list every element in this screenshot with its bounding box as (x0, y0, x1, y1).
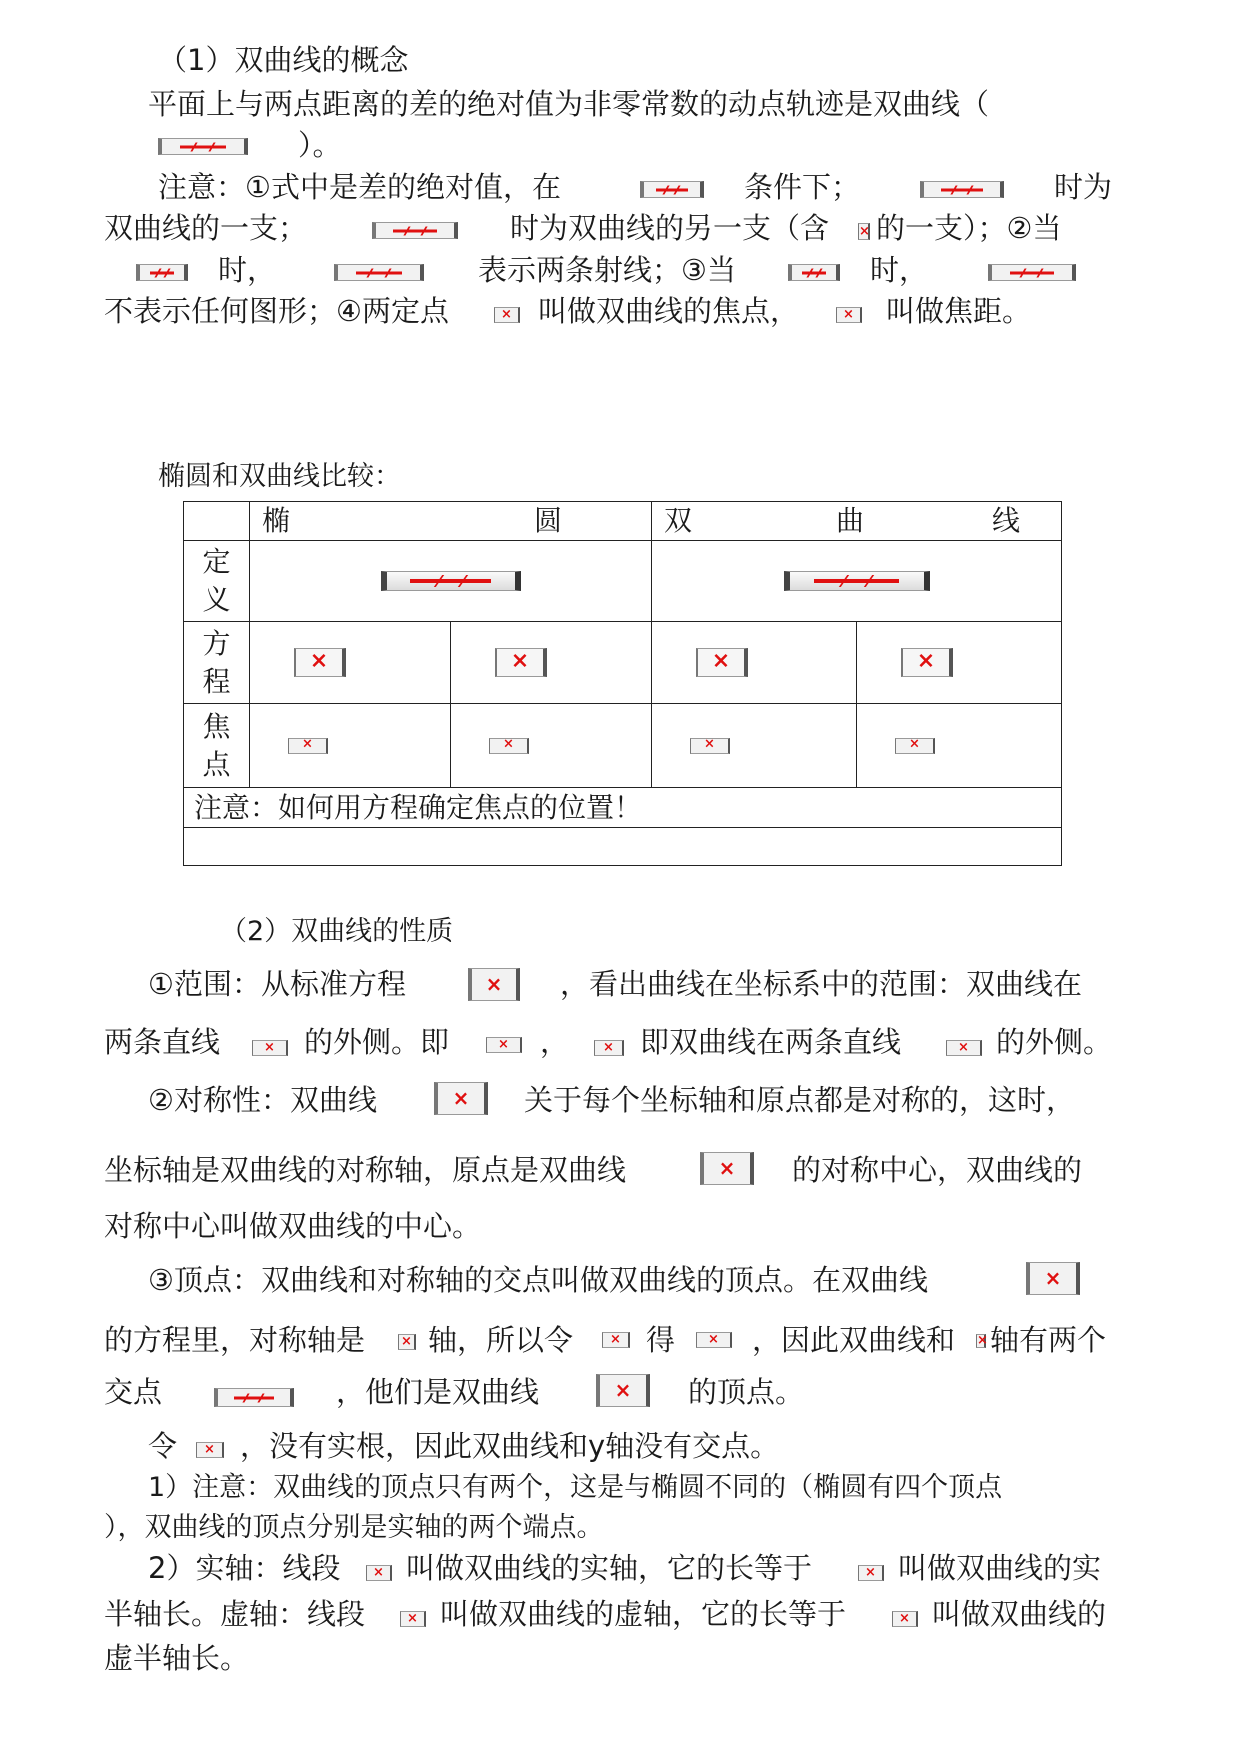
note2-text: 叫做双曲线的 (932, 1597, 1107, 1631)
note-text: 叫做焦距。 (886, 294, 1032, 328)
symmetry-text: 的对称中心，双曲线的 (792, 1153, 1083, 1187)
formula-image (690, 738, 730, 754)
formula-image (946, 1040, 982, 1056)
note-text: 表示两条射线；③当 (478, 253, 736, 287)
formula-image (381, 571, 521, 591)
header-hyperbola: 双 曲 线 (652, 502, 1062, 541)
vertex-text: 得 (646, 1323, 676, 1357)
note2-text: 叫做双曲线的实轴，它的长等于 (406, 1551, 813, 1585)
vertex-text: 的顶点。 (688, 1375, 805, 1409)
formula-image (594, 1040, 624, 1056)
definition-text: 平面上与两点距离的差的绝对值为非零常数的动点轨迹是双曲线（ (148, 87, 990, 121)
table-row-empty (184, 828, 1062, 866)
row-label-equation: 方 程 (184, 622, 250, 704)
row-label-focus: 焦 点 (184, 704, 250, 788)
vertex-text: ，他们是双曲线 (336, 1375, 540, 1409)
formula-image (196, 1442, 224, 1458)
formula-image (696, 1332, 732, 1348)
note2-text: 半轴长。虚轴：线段 (104, 1597, 366, 1631)
definition-text-end: ）。 (298, 128, 342, 162)
formula-image (494, 307, 520, 323)
formula-image (858, 1565, 884, 1581)
formula-image (895, 738, 935, 754)
formula-image (788, 264, 840, 281)
range-text: 两条直线 (104, 1025, 221, 1059)
formula-image (976, 1334, 986, 1348)
range-text: 的外侧。即 (304, 1025, 450, 1059)
formula-image (988, 264, 1076, 281)
formula-image (400, 1611, 426, 1627)
range-text: ， (540, 1025, 570, 1059)
note2-text: 虚半轴长。 (104, 1641, 250, 1675)
formula-image (836, 307, 862, 323)
formula-image (486, 1037, 522, 1053)
vertex-text: 轴有两个 (990, 1323, 1107, 1357)
formula-image (468, 968, 520, 1001)
symmetry-text: 坐标轴是双曲线的对称轴，原点是双曲线 (104, 1153, 627, 1187)
range-text: ①范围：从标准方程 (148, 967, 406, 1001)
formula-image (136, 264, 188, 281)
note-text: 叫做双曲线的焦点， (538, 294, 800, 328)
formula-image (700, 1152, 754, 1185)
compare-heading: 椭圆和双曲线比较： (158, 461, 401, 492)
formula-image (1026, 1262, 1080, 1295)
formula-image (596, 1374, 650, 1407)
formula-image (288, 738, 328, 754)
formula-image (858, 223, 870, 240)
note-text: 注意：①式中是差的绝对值，在 (158, 170, 561, 204)
note2-text: 叫做双曲线的虚轴，它的长等于 (440, 1597, 847, 1631)
table-row-note (184, 788, 1062, 828)
table-row-equation (184, 622, 1062, 704)
formula-image (158, 138, 248, 155)
vertex-text: 轴，所以令 (428, 1323, 574, 1357)
table-row-definition (184, 541, 1062, 622)
note-text: 时， (870, 253, 929, 287)
range-text: ，看出曲线在坐标系中的范围：双曲线在 (560, 967, 1083, 1001)
formula-image (892, 1611, 918, 1627)
note-text: 双曲线的一支； (104, 211, 308, 245)
section1-title: （1）双曲线的概念 (158, 43, 409, 77)
note2-text: 2）实轴：线段 (148, 1551, 341, 1585)
note-text: 不表示任何图形；④两定点 (104, 294, 449, 328)
formula-image (434, 1082, 488, 1115)
no-root-text: ，没有实根，因此双曲线和y轴没有交点。 (240, 1429, 780, 1463)
vertex-text: ，因此双曲线和 (752, 1323, 956, 1357)
section2-title: （2）双曲线的性质 (220, 916, 454, 947)
table-note: 注意：如何用方程确定焦点的位置！ (184, 788, 1062, 828)
formula-image (640, 181, 704, 198)
vertex-text: 的方程里，对称轴是 (104, 1323, 366, 1357)
symmetry-text: 关于每个坐标轴和原点都是对称的，这时， (524, 1083, 1076, 1117)
table-row-focus (184, 704, 1062, 788)
note-text: 的一支）；②当 (876, 211, 1062, 245)
formula-image (602, 1332, 630, 1348)
row-label-definition: 定 义 (184, 541, 250, 622)
note-text: 时， (218, 253, 277, 287)
range-text: 即双曲线在两条直线 (640, 1025, 902, 1059)
formula-image (784, 571, 930, 591)
vertex-text: ③顶点：双曲线和对称轴的交点叫做双曲线的顶点。在双曲线 (148, 1263, 928, 1297)
formula-image (901, 648, 953, 677)
symmetry-text: ②对称性：双曲线 (148, 1083, 377, 1117)
symmetry-text: 对称中心叫做双曲线的中心。 (104, 1209, 482, 1243)
note-text: 时为 (1054, 170, 1113, 204)
formula-image (920, 181, 1004, 198)
vertex-text: 交点 (104, 1375, 163, 1409)
formula-image (252, 1040, 288, 1056)
range-text: 的外侧。 (996, 1025, 1113, 1059)
formula-image (334, 264, 424, 281)
formula-image (372, 222, 458, 239)
formula-image (294, 648, 346, 677)
formula-image (366, 1565, 392, 1581)
note-text: 条件下； (744, 170, 861, 204)
header-ellipse: 椭 圆 (250, 502, 652, 541)
formula-image (495, 648, 547, 677)
note2-text: 叫做双曲线的实 (898, 1551, 1102, 1585)
formula-image (398, 1334, 416, 1350)
formula-image (489, 738, 529, 754)
note1-text: 1）注意：双曲线的顶点只有两个，这是与椭圆不同的（椭圆有四个顶点 (148, 1472, 1003, 1503)
note-text: 时为双曲线的另一支（含 (510, 211, 830, 245)
no-root-text: 令 (148, 1429, 178, 1463)
note1-text: ），双曲线的顶点分别是实轴的两个端点。 (104, 1512, 604, 1543)
table-header-row (184, 502, 1062, 541)
formula-image (214, 1388, 294, 1407)
comparison-table (183, 501, 1062, 866)
formula-image (696, 648, 748, 677)
